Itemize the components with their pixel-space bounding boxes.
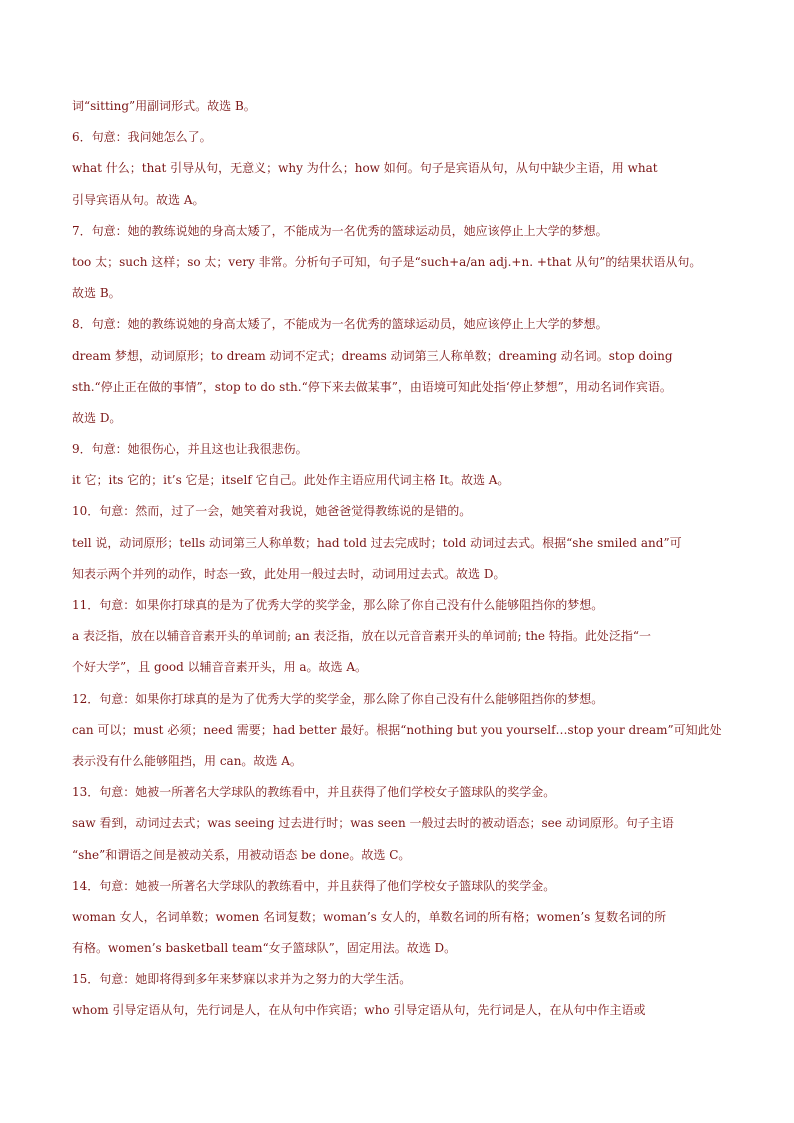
question-heading: 12．句意：如果你打球真的是为了优秀大学的奖学金，那么除了你自己没有什么能够阻挡你的梦想。 <box>72 691 604 706</box>
text-line: 故选 B。 <box>72 286 121 301</box>
text-line: “she”和谓语之间是被动关系，用被动语态 be done。故选 C。 <box>72 847 411 862</box>
question-heading: 6．句意：我问她怎么了。 <box>72 130 212 145</box>
question-heading: 8．句意：她的教练说她的身高太矮了，不能成为一名优秀的篮球运动员，她应该停止上大学的梦想。 <box>72 317 608 332</box>
text-line: woman 女人，名词单数；women 名词复数；woman’s 女人的，单数名词的所有格；women’s 复数名词的所 <box>72 909 667 924</box>
text-line: 词“sitting”用副词形式。故选 B。 <box>72 99 256 113</box>
question-heading: 15．句意：她即将得到多年来梦寐以求并为之努力的大学生活。 <box>72 972 412 987</box>
text-line: dream 梦想，动词原形；to dream 动词不定式；dreams 动词第三人称单数；dreaming 动名词。stop doing <box>72 348 673 363</box>
text-line: 有格。women’s basketball team“女子篮球队”，固定用法。故选 D。 <box>72 941 457 956</box>
text-line: sth.“停止正在做的事情”，stop to do sth.“停下来去做某事”，由语境可知此处指‘停止梦想”，用动名词作宾语。 <box>72 379 672 394</box>
question-heading: 9．句意：她很伤心，并且这也让我很悲伤。 <box>72 442 308 457</box>
text-line: 故选 D。 <box>72 410 122 425</box>
text-line: a 表泛指，放在以辅音音素开头的单词前; an 表泛指，放在以元音音素开头的单词前; the 特指。此处泛指“一 <box>72 629 651 644</box>
text-line: whom 引导定语从句，先行词是人，在从句中作宾语；who 引导定语从句，先行词是人，在从句中作主语或 <box>72 1003 646 1018</box>
text-line: tell 说，动词原形；tells 动词第三人称单数；had told 过去完成时；told 动词过去式。根据“she smiled and”可 <box>72 535 682 550</box>
text-line: 表示没有什么能够阻挡，用 can。故选 A。 <box>72 753 302 768</box>
document-page <box>72 99 726 1035</box>
text-line: 知表示两个并列的动作，时态一致，此处用一般过去时，动词用过去式。故选 D。 <box>72 566 506 581</box>
text-line: can 可以；must 必须；need 需要；had better 最好。根据“nothing but you yourself…stop your dream”可知此处 <box>72 722 722 737</box>
text-line: too 太；such 这样；so 太；very 非常。分析句子可知，句子是“such+a/an adj.+n. +that 从句”的结果状语从句。 <box>72 254 702 269</box>
text-line: it 它；its 它的；it’s 它是；itself 它自己。此处作主语应用代词主格 It。故选 A。 <box>72 473 510 488</box>
text-line: saw 看到，动词过去式；was seeing 过去进行时；was seen 一般过去时的被动语态；see 动词原形。句子主语 <box>72 816 674 831</box>
question-heading: 13．句意：她被一所著名大学球队的教练看中，并且获得了他们学校女子篮球队的奖学金。 <box>72 785 556 800</box>
question-heading: 10．句意：然而，过了一会，她笑着对我说，她爸爸觉得教练说的是错的。 <box>72 504 472 519</box>
text-line: what 什么；that 引导从句，无意义；why 为什么；how 如何。句子是宾语从句，从句中缺少主语，用 what <box>72 161 658 176</box>
text-line: 引导宾语从句。故选 A。 <box>72 192 205 207</box>
question-heading: 14．句意：她被一所著名大学球队的教练看中，并且获得了他们学校女子篮球队的奖学金。 <box>72 878 556 893</box>
question-heading: 11．句意：如果你打球真的是为了优秀大学的奖学金，那么除了你自己没有什么能够阻挡你的梦想。 <box>72 598 604 612</box>
text-line: 个好大学”，且 good 以辅音音素开头，用 a。故选 A。 <box>72 660 368 675</box>
question-heading: 7．句意：她的教练说她的身高太矮了，不能成为一名优秀的篮球运动员，她应该停止上大学的梦想。 <box>72 223 608 238</box>
